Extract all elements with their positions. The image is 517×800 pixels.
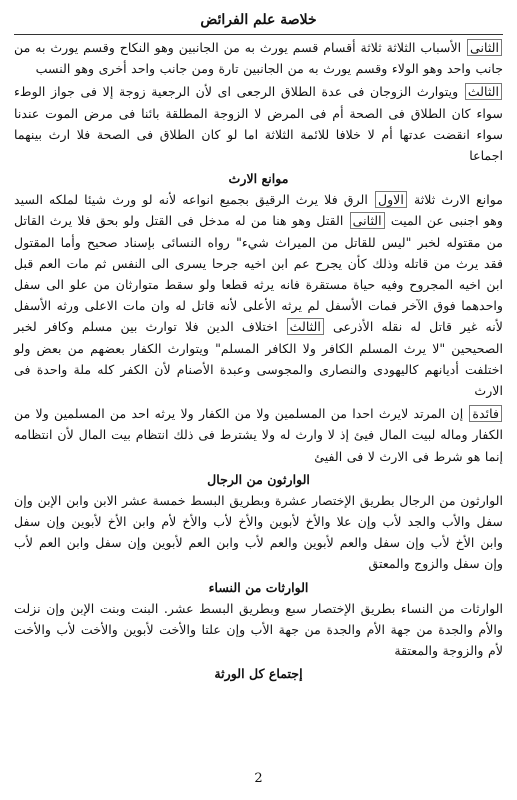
- page-number: 2: [254, 771, 263, 786]
- paragraph-faida: [14, 403, 503, 467]
- section-heading-all-heirs: إجتماع كل الورثة: [214, 666, 303, 682]
- section-heading-female-heirs: الوارثات من النساء: [208, 579, 309, 595]
- paragraph-text: الأسباب الثلاثة ثلاثة أقسام قسم يورث به من الجانبين وهو النكاح وقسم يورث به من جانب واحد وهو الولاء وقسم يورث به من الجانبين تارة ومن جانب واحد أخرى وهو النسب: [14, 40, 503, 77]
- section-heading-mawani: موانع الارث: [228, 171, 289, 187]
- paragraph-text: إن المرتد لايرث احدا من المسلمين ولا من الكفار ولا يرثه احد من المسلمين ولا من الكفار وماله لبيت المال فيئ إذ لا وارث له ولا يشترط فى ذلك انتظام بيت المال لأن انتظامه إنما هو شرط فى الارث لا فى الفيئ: [14, 406, 503, 464]
- title-divider: [14, 34, 503, 35]
- page-title: خلاصة علم الفرائض: [200, 12, 317, 28]
- paragraph-mawani: [14, 189, 503, 401]
- section-heading-male-heirs: الوارثون من الرجال: [207, 471, 310, 487]
- paragraph-text: ويتوارث الزوجان فى عدة الطلاق الرجعى اى لأن الرجعية زوجة إلا فى جواز الوطء سواء كان الطلاق فى الصحة أم فى المرض لا الزوجة المطلقة بائنا فى مرض الموت عندنا سواء انقضت عدتها أم لا خلافا للائمة الثلاثة اما لو كان الطلاق فى الصحة فلا ارث بينهما اجماعا: [14, 84, 503, 164]
- section-label-boxed: الثالث: [465, 83, 502, 100]
- section-label-boxed: الاول: [375, 191, 407, 208]
- paragraph-text: القتل وهو هنا من له مدخل فى القتل ولو بحق فلا يرث القاتل من مقتوله لخبر "ليس للقاتل من الميراث شيء" رواه النسائى بإسناد صحيح وأما المقتول فقد يرث من قاتله وذلك كأن يجرح عم ابن اخيه جرحا يسرى الى النفس ثم مات العم قبل ابن اخيه المجروح وفيه حياة مستقرة فانه يرثه قطعا ولو سقط متوارثان من علو الى سفل واحدهما فوق الآخر فمات الأسفل لم يرثه الأعلى لأنه قاتل له وان مات الاعلى ورثه الأسفل لأنه غير قاتل له نقله الأذرعى: [14, 213, 503, 335]
- paragraph-text: موانع الارث ثلاثة: [413, 192, 503, 208]
- paragraph-text: اختلاف الدين فلا توارث بين مسلم وكافر لخبر الصحيحين "لا يرث المسلم الكافر ولا الكافر المسلم" ويتوارث الكفار بعضهم من بعض ولو اختلفت أديانهم كاليهودى والنصارى والمجوسى وعبدة الأصنام لأن الكفر كله ملة واحدة فى الارث: [14, 319, 503, 399]
- section-label-boxed: الثانى: [350, 212, 385, 229]
- section-label-boxed: فائدة: [469, 405, 502, 422]
- section-label-boxed: الثالث: [287, 318, 324, 335]
- paragraph-text: الرق فلا يرث الرقيق بجميع انواعه لأنه لو ورث شيئا لملكه السيد وهو اجنبى عن الميت: [14, 192, 503, 229]
- paragraph-female-heirs: الوارثات من النساء بطريق الإختصار سبع وبطريق البسط عشر. البنت وبنت الإبن وإن نزلت والأم والجدة من جهة الأم والجدة من جهة الأب وإن علتا والأخت لأبوين والأخت لأب والأخت لأم والزوجة والمعتقة: [14, 600, 503, 659]
- section-label-boxed: الثانى: [467, 39, 502, 56]
- paragraph-male-heirs: الوارثون من الرجال بطريق الإختصار عشرة وبطريق البسط خمسة عشر الابن وابن الإبن وإن سفل والأب والجد لأب وإن علا والأخ لأبوين والأخ لأب والأخ لأم وابن الأخ لأبوين وإن سفل وابن الأخ لأب وإن سفل والعم لأبوين والعم لأب وابن العم لأبوين وإن سفل وابن العم لأب وإن سفل والزوج والمعتق: [14, 492, 503, 572]
- paragraph-asbab-types: [14, 37, 503, 79]
- paragraph-spouses-inheritance: [14, 81, 503, 166]
